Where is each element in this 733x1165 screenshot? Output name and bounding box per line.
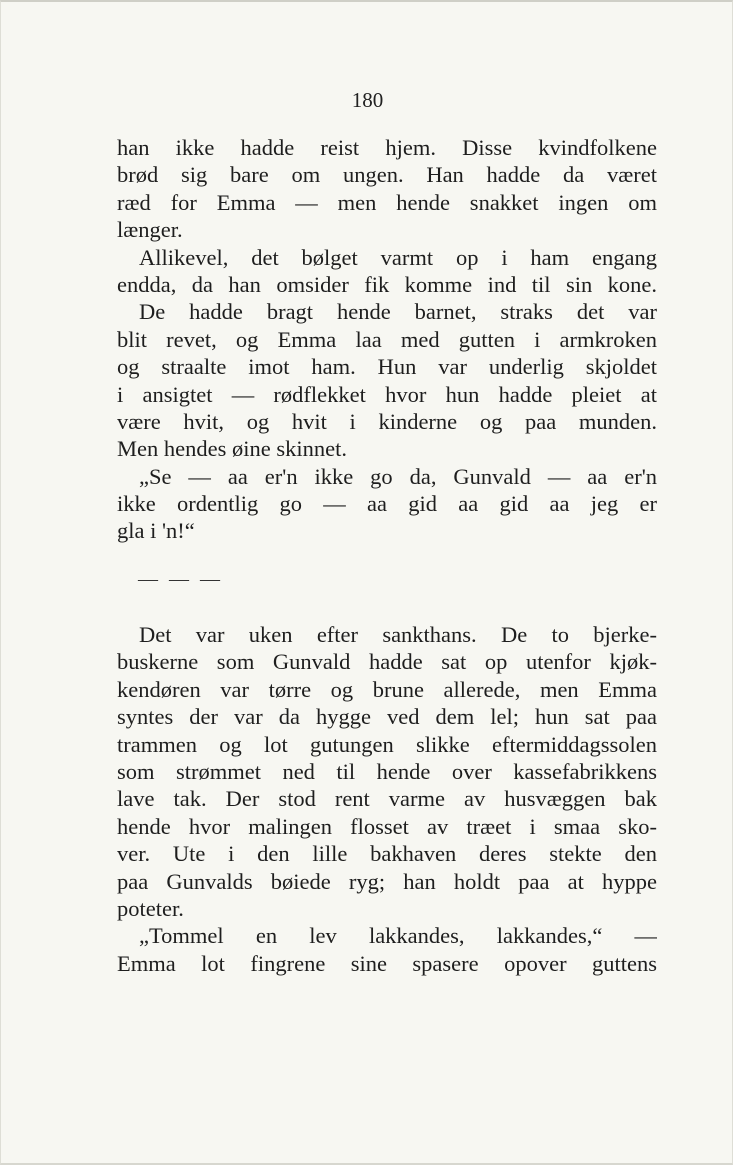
text-line: „Tommel en lev lakkandes, lakkandes,“ — [139,923,657,949]
paragraph-2 [117,244,657,299]
text-line: paa Gunvalds bøiede ryg; han holdt paa at hyppe [117,868,657,894]
text-line: hende hvor malingen flosset av træet i smaa sko- [117,813,657,839]
text-line: buskerne som Gunvald hadde sat op utenfor kjøk- [117,649,657,675]
text-line: syntes der var da hygge ved dem lel; hun sat paa [117,704,657,730]
text-block-upper [117,134,657,545]
text-line: han ikke hadde reist hjem. Disse kvindfolkene [117,135,657,160]
text-line: Emma lot fingrene sine spasere opover guttens [117,950,657,976]
page-number: 180 [351,88,384,112]
text-line: Allikevel, det bølget varmt op i ham engang [139,244,657,270]
paragraph-6 [117,922,657,977]
paragraph-1 [117,134,657,244]
text-line: gla i 'n!“ [117,518,195,544]
paragraph-3 [117,298,657,462]
text-line: lave tak. Der stod rent varme av husvæggen bak [117,786,657,812]
section-break: — — — [138,568,223,590]
text-line: brød sig bare om ungen. Han hadde da været [117,162,657,188]
text-line: blit revet, og Emma laa med gutten i armkroken [117,326,657,352]
paragraph-5 [117,621,657,922]
text-line: ver. Ute i den lille bakhaven deres stekte den [117,841,657,867]
text-line: længer. [117,217,183,243]
text-line: kendøren var tørre og brune allerede, men Emma [117,676,657,702]
text-line: og straalte imot ham. Hun var underlig skjoldet [117,354,657,380]
text-line: Det var uken efter sankthans. De to bjerke- [139,622,657,647]
text-line: „Se — aa er'n ikke go da, Gunvald — aa er'n [139,463,657,489]
text-line: trammen og lot gutungen slikke eftermiddagssolen [117,731,657,757]
text-block-lower [117,621,657,977]
text-line: De hadde bragt hende barnet, straks det var [139,299,657,325]
text-line: som strømmet ned til hende over kassefabrikkens [117,758,657,784]
text-line: ikke ordentlig go — aa gid aa gid aa jeg er [117,491,657,517]
paragraph-4 [117,463,657,545]
text-line: i ansigtet — rødflekket hvor hun hadde pleiet at [117,381,657,407]
text-line: ræd for Emma — men hende snakket ingen om [117,189,657,215]
text-line: endda, da han omsider fik komme ind til sin kone. [117,271,657,297]
text-line: være hvit, og hvit i kinderne og paa munden. [117,408,657,434]
text-line: Men hendes øine skinnet. [117,436,347,462]
text-line: poteter. [117,895,184,921]
